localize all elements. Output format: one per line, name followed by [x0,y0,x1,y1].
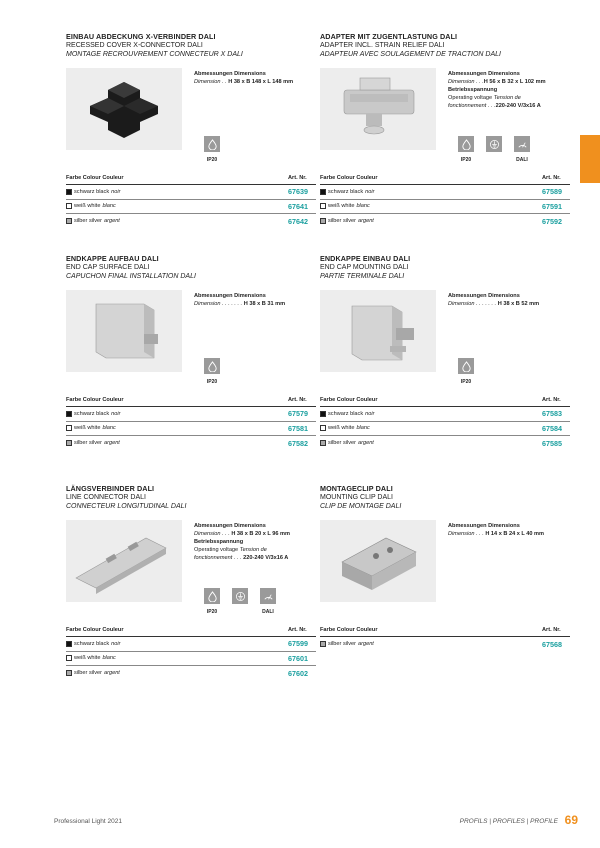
icon-row [454,358,478,385]
ground-badge [228,588,252,615]
dimmer-icon [263,591,274,602]
title-fr: MONTAGE RECROUVREMENT CONNECTEUR X DALI [66,51,243,58]
ip20-badge: IP20 [200,358,224,385]
title-de: ENDKAPPE AUFBAU DALI [66,254,159,263]
table-row: schwarz black noir 67583 [320,407,570,422]
water-drop-icon [207,139,218,150]
title-fr: ADAPTEUR AVEC SOULAGEMENT DE TRACTION DALI [320,51,501,58]
variants-table: Farbe Colour Couleur Art. Nr. schwarz black noir 67583 weiß white blanc 67584 silber silver argent 67585 [320,397,570,451]
ip20-badge: IP20 [454,136,478,163]
product-image [66,68,182,150]
title-en: ADAPTER INCL. STRAIN RELIEF DALI [320,42,445,49]
specs: Abmessungen Dimensions Dimension . . . . . . . H 38 x B 52 mm [448,293,540,307]
variants-table: Farbe Colour Couleur Art. Nr. schwarz black noir 67579 weiß white blanc 67581 silber silver argent 67582 [66,397,316,451]
ip20-badge: IP20 [454,358,478,385]
table-row: schwarz black noir 67599 [66,637,316,652]
table-row: weiß white blanc 67591 [320,200,570,215]
specs: Abmessungen Dimensions Dimension . . . H 14 x B 24 x L 40 mm [448,523,544,537]
chapter-tab [580,135,600,183]
title-en: LINE CONNECTOR DALI [66,494,146,501]
title-en: END CAP MOUNTING DALI [320,264,409,271]
footer-section-name: PROFILS | PROFILES | PROFILE [459,818,558,825]
specs: Abmessungen Dimensions Dimension . . . H 38 x B 20 x L 96 mm Betriebsspannung Operating voltage Tension de fonctionnement . . . 220-240 V/3x16 A [194,523,290,561]
title-en: RECESSED COVER X-CONNECTOR DALI [66,42,203,49]
title-de: EINBAU ABDECKUNG X-VERBINDER DALI [66,32,216,41]
product-section-x-connector-cover [66,32,316,226]
ground-badge [482,136,506,163]
title-en: MOUNTING CLIP DALI [320,494,393,501]
table-row: silber silver argent 67592 [320,214,570,229]
product-image [66,520,182,602]
swatch-white [66,203,72,209]
title-en: END CAP SURFACE DALI [66,264,150,271]
table-row: weiß white blanc 67641 [66,200,316,215]
table-row: schwarz black noir 67579 [66,407,316,422]
title-fr: CONNECTEUR LONGITUDINAL DALI [66,503,187,510]
icon-row [200,136,224,163]
title-fr: PARTIE TERMINALE DALI [320,273,405,280]
title-fr: CLIP DE MONTAGE DALI [320,503,402,510]
variants-table: Farbe Colour Couleur Art. Nr. silber silver argent 67568 [320,627,570,652]
title-de: ADAPTER MIT ZUGENTLASTUNG DALI [320,32,458,41]
title-fr: CAPUCHON FINAL INSTALLATION DALI [66,273,196,280]
variants-table: Farbe Colour Couleur Art. Nr. schwarz black noir 67599 weiß white blanc 67601 silber silver argent 67602 [66,627,316,681]
icon-row [200,358,224,385]
water-drop-icon [461,361,472,372]
table-row: schwarz black noir 67589 [320,185,570,200]
specs: Abmessungen Dimensions Dimension . . . . . . . H 38 x B 31 mm [194,293,286,307]
table-row: silber silver argent 67582 [66,436,316,451]
dali-badge: DALI [510,136,534,163]
ip20-badge: IP20 [200,136,224,163]
dali-badge: DALI [256,588,280,615]
product-image [320,520,436,602]
title-de: ENDKAPPE EINBAU DALI [320,254,411,263]
ip20-badge: IP20 [200,588,224,615]
water-drop-icon [207,591,218,602]
water-drop-icon [461,139,472,150]
swatch-black [66,189,72,195]
table-row: silber silver argent 67568 [320,637,570,652]
table-header: Farbe Colour Couleur Art. Nr. [66,175,316,185]
dimensions-label: Abmessungen Dimensions [194,71,266,77]
title-de: MONTAGECLIP DALI [320,484,393,493]
ground-icon [235,591,246,602]
icon-row [200,588,280,615]
table-row: weiß white blanc 67601 [66,652,316,667]
specs [194,70,319,86]
dimensions-value: Dimension . . H 38 x B 148 x L 148 mm [194,79,294,85]
ground-icon [489,139,500,150]
table-row: silber silver argent 67585 [320,436,570,451]
icon-row [454,136,534,163]
product-section-end-cap-mounting [320,254,570,448]
table-row: silber silver argent 67602 [66,666,316,681]
product-image [320,290,436,372]
variants-table [66,175,316,229]
product-section-adapter-strain-relief [320,32,570,226]
product-section-mounting-clip [320,484,570,649]
table-row: silber silver argent 67642 [66,214,316,229]
table-row: weiß white blanc 67584 [320,422,570,437]
product-section-end-cap-surface [66,254,316,448]
product-image [320,68,436,150]
table-row: weiß white blanc 67581 [66,422,316,437]
product-image [66,290,182,372]
table-row: schwarz black noir 67639 [66,185,316,200]
swatch-silver [66,218,72,224]
product-section-line-connector [66,484,316,678]
footer-catalog-title: Professional Light 2021 [54,818,122,825]
dimmer-icon [517,139,528,150]
page-number: 69 [564,813,578,827]
title-de: LÄNGSVERBINDER DALI [66,484,155,493]
specs: Abmessungen Dimensions Dimension . . .H 56 x B 32 x L 102 mm Betriebsspannung Operating voltage Tension de fonctionnement . . .220-240 V/3x16 A [448,71,546,109]
water-drop-icon [207,361,218,372]
variants-table: Farbe Colour Couleur Art. Nr. schwarz black noir 67589 weiß white blanc 67591 silber silver argent 67592 [320,175,570,229]
